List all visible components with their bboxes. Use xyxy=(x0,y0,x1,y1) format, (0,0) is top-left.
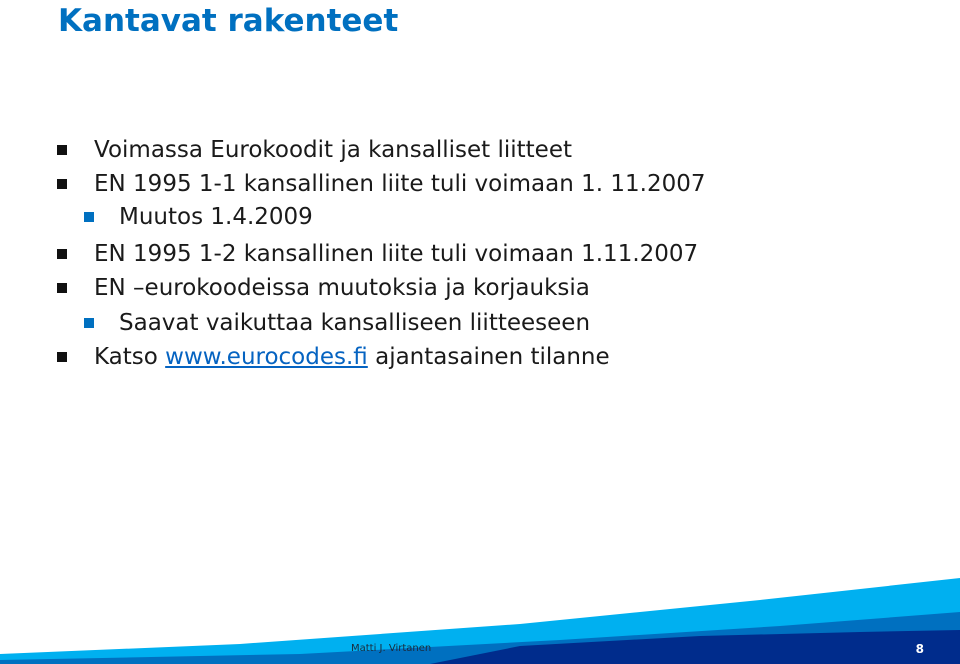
bullet-text: EN 1995 1-2 kansallinen liite tuli voimaan 1.11.2007 xyxy=(94,241,699,267)
bullet-text: Voimassa Eurokoodit ja kansalliset liitteet xyxy=(94,137,572,163)
bullet-text: Saavat vaikuttaa kansalliseen liitteeseen xyxy=(119,310,591,336)
eurocodes-link[interactable]: www.eurocodes.fi xyxy=(165,344,368,370)
square-bullet-icon xyxy=(84,212,94,222)
square-bullet-icon xyxy=(57,179,67,189)
bullet-item xyxy=(57,341,610,373)
square-bullet-icon xyxy=(57,283,67,293)
square-bullet-icon xyxy=(57,145,67,155)
footer-wave-decoration xyxy=(0,564,960,664)
square-bullet-icon xyxy=(57,249,67,259)
bullet-text-after-link: ajantasainen tilanne xyxy=(367,344,610,370)
sub-bullet-item xyxy=(84,201,313,233)
square-bullet-icon xyxy=(57,352,67,362)
bullet-item xyxy=(57,134,572,166)
bullet-text: EN –eurokoodeissa muutoksia ja korjauksia xyxy=(94,275,590,301)
page-number: 8 xyxy=(915,642,924,656)
bullet-text-before-link: Katso xyxy=(94,344,166,370)
square-bullet-icon xyxy=(84,318,94,328)
bullet-item xyxy=(57,168,705,200)
bullet-text xyxy=(94,344,610,370)
bullet-item xyxy=(57,238,698,270)
sub-bullet-item xyxy=(84,307,590,339)
bullet-text: Muutos 1.4.2009 xyxy=(119,204,313,230)
slide-title: Kantavat rakenteet xyxy=(58,3,399,39)
footer-author: Matti J. Virtanen xyxy=(351,643,432,654)
bullet-text: EN 1995 1-1 kansallinen liite tuli voimaan 1. 11.2007 xyxy=(94,171,706,197)
bullet-item xyxy=(57,272,590,304)
